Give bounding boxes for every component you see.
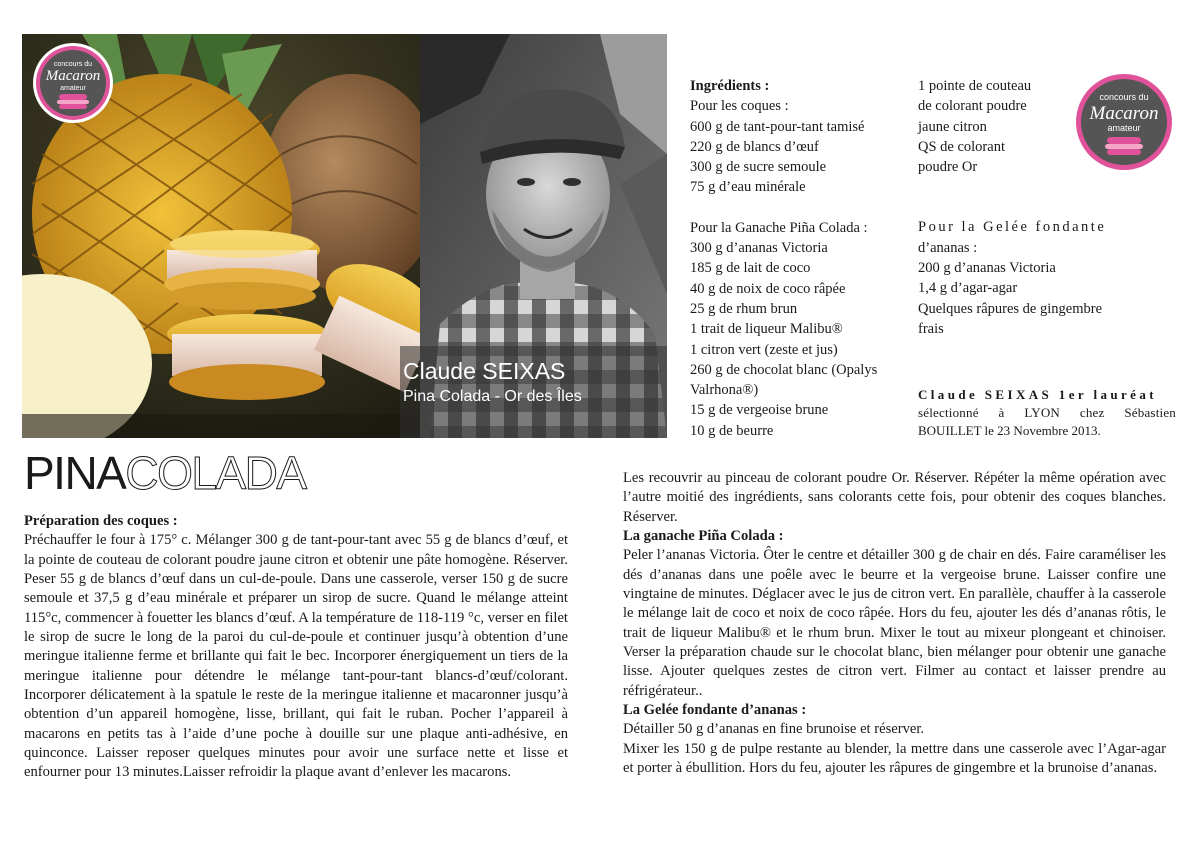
laureate-line3: BOUILLET le 23 Novembre 2013. xyxy=(918,423,1101,438)
ingredient-item: jaune citron xyxy=(918,118,987,135)
ingredient-item: 300 g d’ananas Victoria xyxy=(690,240,828,257)
title-thin: COLADA xyxy=(125,447,306,499)
ingredient-item: poudre Or xyxy=(918,159,978,176)
laureate-line1: Claude SEIXAS 1er lauréat xyxy=(918,387,1157,402)
ingredient-item: 10 g de beurre xyxy=(690,422,774,439)
ingredient-item: 1 pointe de couteau xyxy=(918,78,1032,94)
ingredients-column-1 xyxy=(690,76,912,441)
logo-line3: amateur xyxy=(1107,123,1141,133)
gelee-heading-cont: d’ananas : xyxy=(918,239,978,256)
ingredient-item: 1,4 g d’agar-agar xyxy=(918,280,1018,297)
logo-line2: Macaron xyxy=(1089,103,1159,124)
body-right-column xyxy=(623,469,1166,779)
ganache-heading: Pour la Ganache Piña Colada : xyxy=(690,219,868,236)
logo-line1: concours du xyxy=(1099,92,1149,102)
ingredient-item: 25 g de rhum brun xyxy=(690,300,798,317)
ingredient-item: de colorant poudre xyxy=(918,98,1027,115)
ingredient-item: Quelques râpures de gingembre xyxy=(918,300,1103,317)
logo-line3: amateur xyxy=(60,85,86,92)
recipe-title xyxy=(24,446,306,499)
coques-section-cont: Les recouvrir au pinceau de colorant poudre Or. Réserver. Répéter la même opération avec l’autre moitié des ingrédients, sans colorants cette fois, pour obtenir des coques blanches. Réserver. xyxy=(623,470,1166,525)
ingredient-item: 200 g d’ananas Victoria xyxy=(918,260,1056,277)
ingredient-item: frais xyxy=(918,320,944,337)
ingredient-item: 1 trait de liqueur Malibu® xyxy=(690,321,843,338)
contest-logo-small xyxy=(32,42,114,124)
title-bold: PINA xyxy=(24,447,126,499)
ingredient-item: 185 g de lait de coco xyxy=(690,260,811,277)
gelee-heading: Pour la Gelée fondante xyxy=(918,219,1107,236)
logo-line1: concours du xyxy=(53,61,93,68)
ingredient-item: Valrhona®) xyxy=(690,382,759,399)
caption-name: Claude SEIXAS xyxy=(403,358,566,384)
coques-heading: Pour les coques : xyxy=(690,98,789,115)
logo-line2: Macaron xyxy=(45,68,101,84)
body-left-column xyxy=(24,512,568,783)
ingredient-item: 260 g de chocolat blanc (Opalys xyxy=(690,361,878,378)
ganache-section-heading: La ganache Piña Colada : xyxy=(623,528,784,545)
gelee-section-text-1: Détailler 50 g d’ananas en fine brunoise et réserver. xyxy=(623,721,925,738)
ingredient-item: 15 g de vergeoise brune xyxy=(690,402,829,419)
ingredient-item: 40 g de noix de coco râpée xyxy=(690,280,846,297)
ingredients-title: Ingrédients : xyxy=(690,78,770,94)
ingredient-item: 300 g de sucre semoule xyxy=(690,159,827,176)
laureate-note xyxy=(918,386,1176,440)
photo-caption xyxy=(400,346,667,438)
gelee-section-heading: La Gelée fondante d’ananas : xyxy=(623,702,807,719)
food-photo xyxy=(22,34,420,438)
ingredient-item: 600 g de tant-pour-tant tamisé xyxy=(690,118,865,135)
ingredient-item: 1 citron vert (zeste et jus) xyxy=(690,341,838,358)
ganache-section-text: Peler l’ananas Victoria. Ôter le centre et détailler 300 g de chair en dés. Faire caraméliser les dés d’ananas dans une poêle avec le beurre et la vergeoise brune. Laisser confire une vingtaine de minutes. Déglacer avec le jus de citron vert. En parallèle, chauffer à la casserole le mélange lait de coco et noix de coco râpée. Hors du feu, ajouter les dés d’ananas rôtis, le trait de liqueur Malibu® et le rhum brun. Mixer le tout au mixeur plongeant et chinoiser. Verser la préparation chaude sur le chocolat blanc, bien mélanger pour obtenir une ganache lisse. Ajouter quelques zestes de citron vert. Filmer au contact et laisser prendre au réfrigérateur.. xyxy=(623,547,1166,699)
coques-section-heading: Préparation des coques : xyxy=(24,513,178,529)
contest-logo xyxy=(1072,70,1176,174)
ingredient-item: QS de colorant xyxy=(918,138,1005,155)
coques-section-text: Préchauffer le four à 175° c. Mélanger 300 g de tant-pour-tant avec 55 g de blancs d’œuf, et la pointe de couteau de colorant poudre jaune citron et obtenir une pâte homogène. Réserver. Peser 55 g de blancs d’œuf dans un cul-de-poule. Dans une casserole, verser 150 g de sucre semoule et 37,5 g d’eau minérale et préparer un sirop de sucre. Quand le mélange atteint 115°c, commencer à fouetter les blancs d’œuf. A la température de 118-119 °c, verser en filet le sirop de sucre le long de la paroi du cul-de-poule et continuer jusqu’à obtention d’une meringue italienne ferme et brillante qui fait le bec. Incorporer énergiquement un tiers de la meringue italienne pour détendre le mélange tant-pour-tant blancs-d’œuf/colorant. Incorporer délicatement à la spatule le reste de la meringue italienne et macaronner jusqu’à obtention d’un appareil homogène, lisse, brillant, qui fait le ruban. Pocher l’appareil à macarons en petits tas à l’aide d’une poche à douille sur une plaque anti-adhésive, en quinconce. Laisser reposer quelques minutes pour avoir une surface nette et lisse et enfourner pour 13 minutes.Laisser refroidir la plaque avant d’enlever les macarons. xyxy=(24,532,568,781)
ingredient-item: 75 g d’eau minérale xyxy=(690,179,806,196)
laureate-line2: sélectionné à LYON chez Sébastien xyxy=(918,405,1176,420)
gelee-section-text-2: Mixer les 150 g de pulpe restante au blender, la mettre dans une casserole avec l’Agar-agar et porter à ébullition. Hors du feu, ajouter les râpures de gingembre et la brunoise d’ananas. xyxy=(623,740,1166,777)
ingredient-item: 220 g de blancs d’œuf xyxy=(690,138,819,155)
caption-subtitle: Pina Colada - Or des Îles xyxy=(403,388,582,405)
